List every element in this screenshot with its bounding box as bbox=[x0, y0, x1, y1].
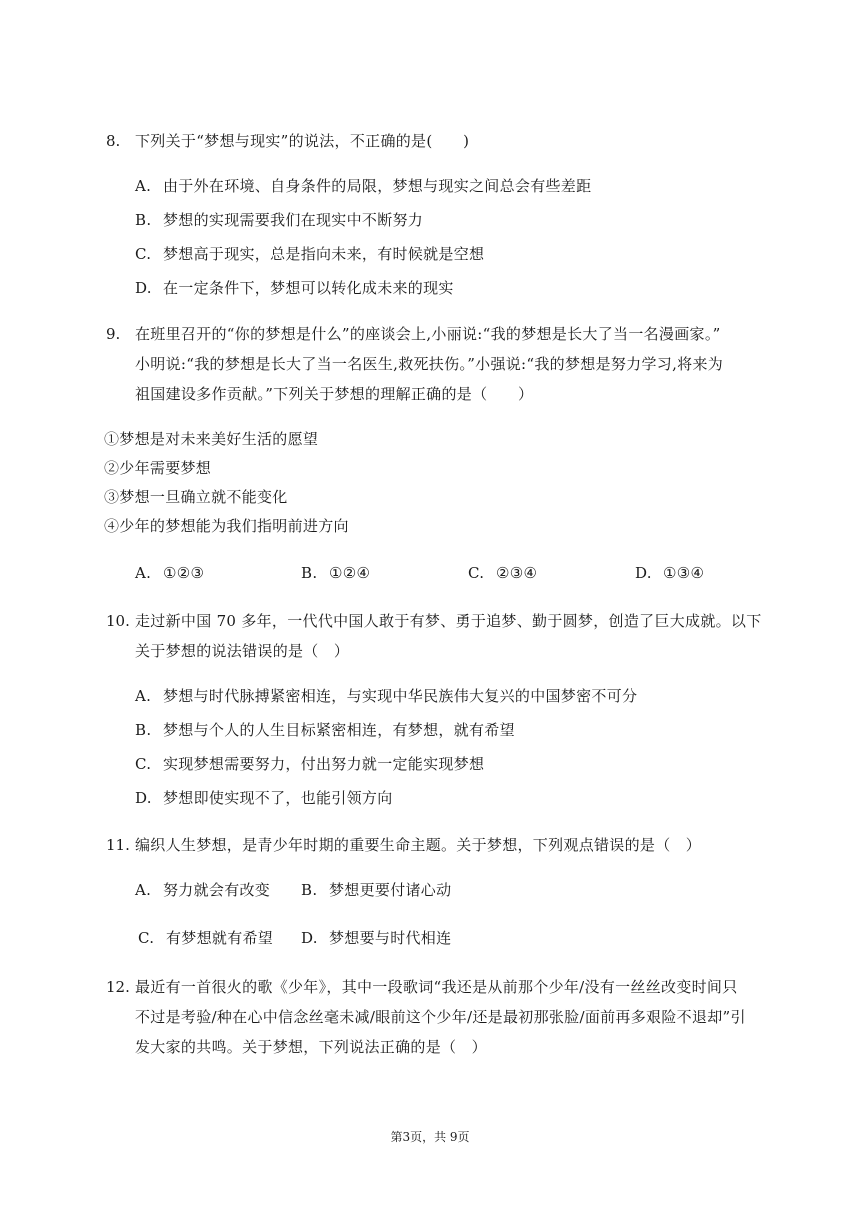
option-c bbox=[138, 928, 273, 948]
option-text: 梦想更要付诸心动 bbox=[329, 881, 452, 899]
option-text: 梦想与个人的人生目标紧密相连，有梦想，就有希望 bbox=[163, 721, 515, 739]
question-stem-line: 发大家的共鸣。关于梦想，下列说法正确的是（ ） bbox=[135, 1038, 487, 1056]
option-b bbox=[135, 210, 423, 230]
option-text: 努力就会有改变 bbox=[163, 881, 271, 899]
option-letter: A. bbox=[135, 881, 152, 899]
option-a bbox=[135, 880, 270, 900]
option-d bbox=[135, 788, 393, 808]
option-letter: C. bbox=[468, 564, 485, 582]
option-text: 由于外在环境、自身条件的局限，梦想与现实之间总会有些差距 bbox=[163, 177, 592, 195]
option-a bbox=[135, 563, 204, 583]
option-letter: B. bbox=[135, 211, 152, 229]
option-text: 在一定条件下，梦想可以转化成未来的现实 bbox=[163, 279, 454, 297]
question-number: 11. bbox=[106, 836, 130, 854]
question-number: 8. bbox=[106, 132, 121, 150]
statement-3: ③梦想一旦确立就不能变化 bbox=[104, 488, 288, 506]
option-letter: B. bbox=[135, 721, 152, 739]
option-text: ②③④ bbox=[496, 564, 538, 582]
option-c bbox=[135, 244, 484, 264]
option-letter: D. bbox=[135, 789, 152, 807]
question-stem-line: 关于梦想的说法错误的是（ ） bbox=[135, 642, 350, 660]
option-letter: D. bbox=[301, 929, 318, 947]
question-stem-line: 小明说:“我的梦想是长大了当一名医生,救死扶伤。”小强说:“我的梦想是努力学习,将来为 bbox=[135, 355, 724, 373]
question-stem-line: 最近有一首很火的歌《少年》，其中一段歌词“我还是从前那个少年/没有一丝丝改变时间只 bbox=[135, 978, 738, 996]
option-text: 梦想高于现实，总是指向未来，有时候就是空想 bbox=[163, 245, 485, 263]
option-letter: D. bbox=[135, 279, 152, 297]
question-stem: 下列关于“梦想与现实”的说法，不正确的是( ) bbox=[135, 132, 470, 150]
page-footer: 第3页，共 9页 bbox=[390, 1130, 470, 1144]
question-number: 12. bbox=[106, 978, 130, 996]
option-d bbox=[135, 278, 454, 298]
option-b bbox=[301, 880, 451, 900]
question-stem-line: 走过新中国 70 多年，一代代中国人敢于有梦、勇于追梦、勤于圆梦，创造了巨大成就。以下 bbox=[135, 612, 762, 630]
option-text: ①③④ bbox=[663, 564, 705, 582]
option-letter: C. bbox=[135, 245, 152, 263]
option-text: ①②③ bbox=[163, 564, 205, 582]
option-letter: C. bbox=[138, 929, 155, 947]
option-c bbox=[468, 563, 537, 583]
statement-2: ②少年需要梦想 bbox=[104, 459, 212, 477]
option-text: 梦想与时代脉搏紧密相连，与实现中华民族伟大复兴的中国梦密不可分 bbox=[163, 687, 638, 705]
option-text: ①②④ bbox=[329, 564, 371, 582]
question-number: 9. bbox=[106, 325, 121, 343]
option-a bbox=[135, 176, 591, 196]
option-text: 有梦想就有希望 bbox=[166, 929, 274, 947]
option-text: 梦想要与时代相连 bbox=[329, 929, 452, 947]
option-text: 梦想即使实现不了，也能引领方向 bbox=[163, 789, 393, 807]
option-letter: C. bbox=[135, 755, 152, 773]
option-text: 实现梦想需要努力，付出努力就一定能实现梦想 bbox=[163, 755, 485, 773]
option-c bbox=[135, 754, 484, 774]
question-stem-line: 不过是考验/种在心中信念丝毫未减/眼前这个少年/还是最初那张脸/面前再多艰险不退却”引 bbox=[135, 1008, 746, 1026]
option-letter: A. bbox=[135, 687, 152, 705]
question-stem: 编织人生梦想，是青少年时期的重要生命主题。关于梦想，下列观点错误的是（ ） bbox=[135, 836, 702, 854]
option-letter: A. bbox=[135, 564, 152, 582]
option-letter: A. bbox=[135, 177, 152, 195]
question-stem-line: 祖国建设多作贡献。”下列关于梦想的理解正确的是（ ） bbox=[135, 385, 534, 403]
option-a bbox=[135, 686, 637, 706]
question-stem-line: 在班里召开的“你的梦想是什么”的座谈会上,小丽说:“我的梦想是长大了当一名漫画家。” bbox=[135, 325, 721, 343]
option-b bbox=[301, 563, 370, 583]
option-letter: D. bbox=[635, 564, 652, 582]
option-b bbox=[135, 720, 515, 740]
statement-1: ①梦想是对未来美好生活的愿望 bbox=[104, 430, 319, 448]
option-text: 梦想的实现需要我们在现实中不断努力 bbox=[163, 211, 424, 229]
option-d bbox=[635, 563, 704, 583]
option-letter: B. bbox=[301, 881, 318, 899]
option-d bbox=[301, 928, 451, 948]
statement-4: ④少年的梦想能为我们指明前进方向 bbox=[104, 517, 349, 535]
option-letter: B. bbox=[301, 564, 318, 582]
question-number: 10. bbox=[106, 612, 130, 630]
